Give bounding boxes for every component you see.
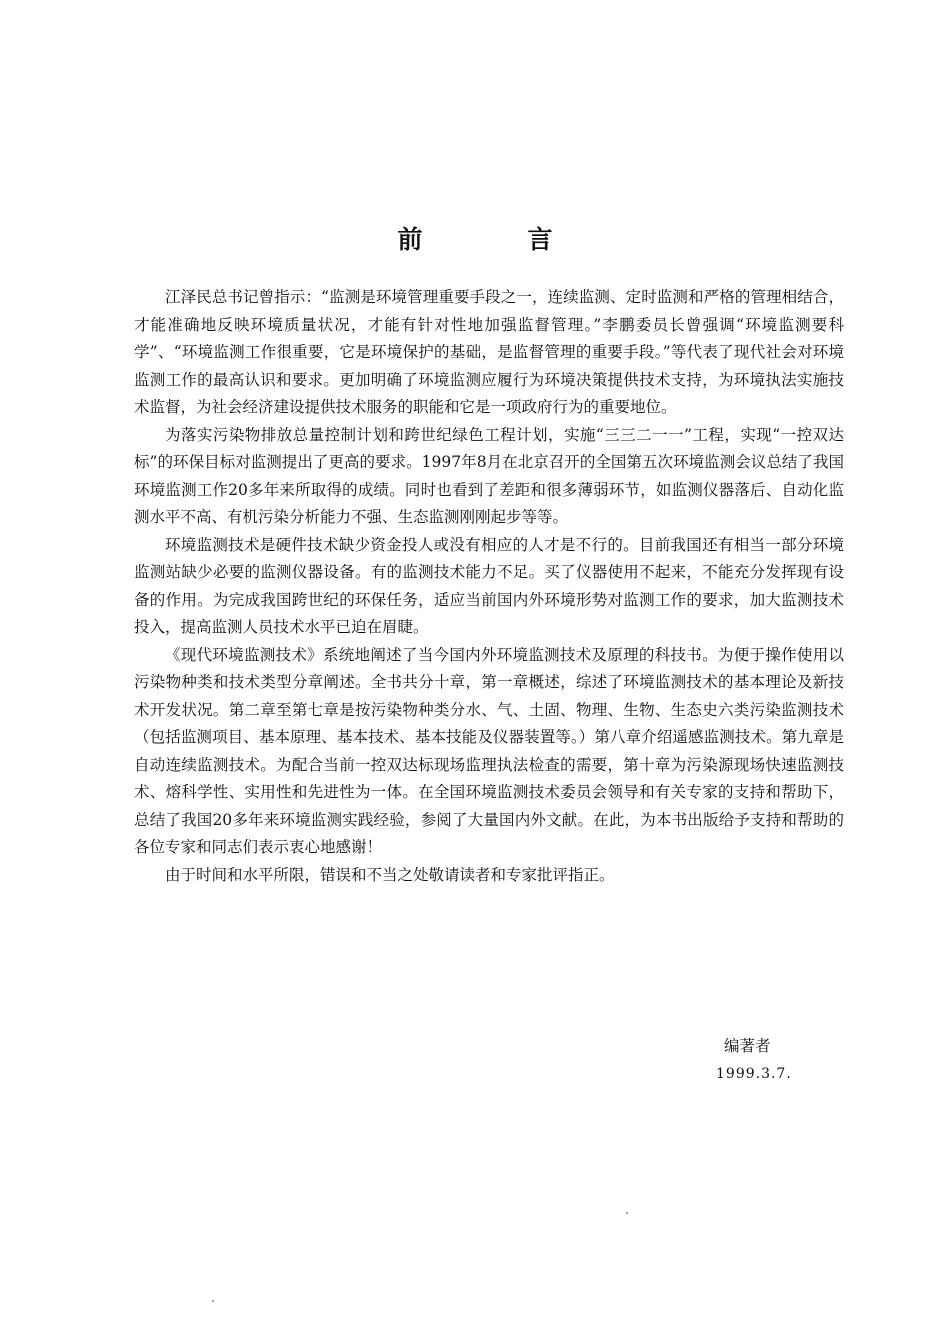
scan-speck (212, 1300, 214, 1302)
signature-author: 编著者 (724, 1037, 771, 1055)
signature-date: 1999.3.7. (716, 1066, 792, 1082)
scan-speck (626, 1212, 628, 1214)
paragraph-4: 《现代环境监测技术》系统地阐述了当今国内外环境监测技术及原理的科技书。为便于操作使用以污染物种类和技术类型分章阐述。全书共分十章，第一章概述，综述了环境监测技术的基本理论及新技术开发状况。第二章至第七章是按污染物种类分水、气、土固、物理、生物、生态史六类污染监测技术（包括监测项目、基本原理、基本技术、基本技能及仪器装置等。）第八章介绍遥感监测技术。第九章是自动连续监测技术。为配合当前一控双达标现场监理执法检查的需要，第十章为污染源现场快速监测技术、熔科学性、实用性和先进性为一体。在全国环境监测技术委员会领导和有关专家的支持和帮助下，总结了我国20多年来环境监测实践经验，参阅了大量国内外文献。在此，为本书出版给予支持和帮助的各位专家和同志们表示衷心地感谢！ (134, 645, 844, 856)
paragraph-3: 环境监测技术是硬件技术缺少资金投人或没有相应的人才是不行的。目前我国还有相当一部分环境监测站缺少必要的监测仪器设备。有的监测技术能力不足。买了仪器使用不起来，不能充分发挥现有设备的作用。为完成我国跨世纪的环保任务，适应当前国内外环境形势对监测工作的要求，加大监测技术投入，提高监测人员技术水平已迫在眉睫。 (134, 535, 844, 636)
preface-body (134, 284, 844, 889)
paragraph-2: 为落实污染物排放总量控制计划和跨世纪绿色工程计划，实施“三三二一一”工程，实现“一控双达标”的环保目标对监测提出了更高的要求。1997年8月在北京召开的全国第五次环境监测会议总结了我国环境监测工作20多年来所取得的成绩。同时也看到了差距和很多薄弱环节，如监测仪器落后、自动化监测水平不高、有机污染分析能力不强、生态监测刚刚起步等等。 (134, 425, 844, 526)
page-title: 前 言 (397, 225, 593, 254)
paragraph-5: 由于时间和水平所限，错误和不当之处敬请读者和专家批评指正。 (165, 865, 615, 884)
paragraph-1: 江泽民总书记曾指示：“监测是环境管理重要手段之一，连续监测、定时监测和严格的管理相结合，才能准确地反映环境质量状况，才能有针对性地加强监督管理。”李鹏委员长曾强调“环境监测要科学”、“环境监测工作很重要，它是环境保护的基础，是监督管理的重要手段。”等代表了现代社会对环境监测工作的最高认识和要求。更加明确了环境监测应履行为环境决策提供技术支持，为环境执法实施技术监督，为社会经济建设提供技术服务的职能和它是一项政府行为的重要地位。 (134, 288, 844, 416)
